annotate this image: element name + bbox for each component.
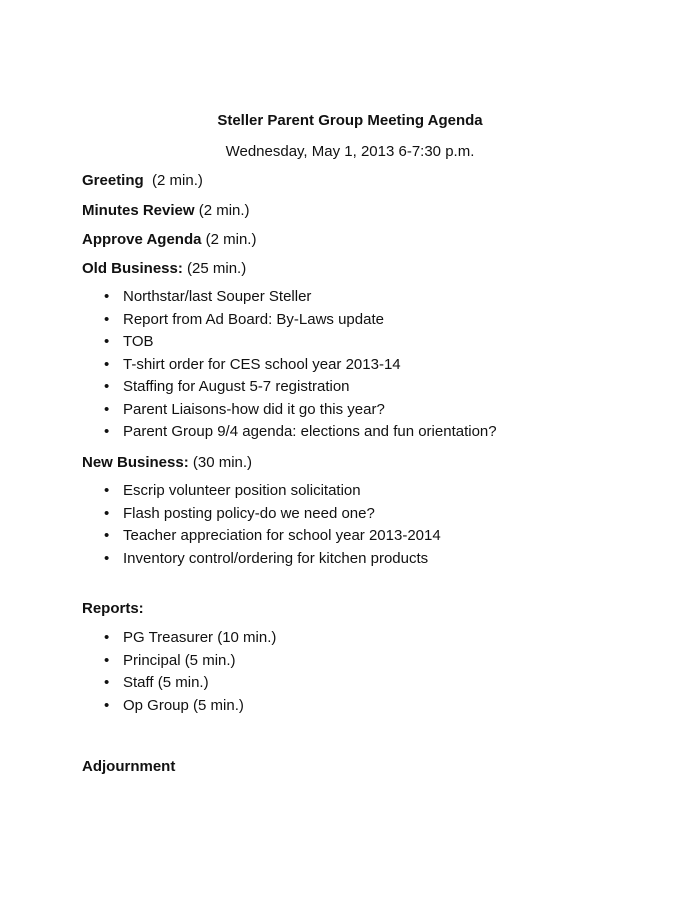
bullet-icon: • [104, 378, 110, 395]
bullet-icon: • [104, 629, 110, 646]
bullet-icon: • [104, 355, 110, 373]
new-business-heading: New Business: [82, 454, 189, 471]
list-item: • T-shirt order for CES school year 2013-14 [100, 354, 497, 377]
list-item: • Staff (5 min.) [100, 672, 276, 695]
reports-section [82, 600, 144, 617]
reports-list [100, 627, 276, 717]
greeting-time: (2 min.) [143, 172, 203, 189]
old-business-time: (25 min.) [182, 260, 247, 277]
new-business-list [100, 480, 441, 570]
bullet-icon: • [104, 333, 110, 350]
old-business-section [82, 260, 246, 277]
bullet-icon: • [104, 527, 110, 544]
bullet-icon: • [104, 674, 110, 691]
list-item: • Parent Group 9/4 agenda: elections and fun orientation? [100, 421, 497, 444]
adjournment-section [82, 758, 175, 775]
list-item: • Flash posting policy-do we need one? [100, 503, 441, 526]
list-item: • PG Treasurer (10 min.) [100, 627, 276, 650]
approve-agenda-heading: Approve Agenda [82, 231, 202, 248]
bullet-icon: • [104, 400, 110, 418]
list-item: • Principal (5 min.) [100, 650, 276, 673]
reports-heading: Reports: [82, 600, 144, 617]
bullet-icon: • [104, 310, 110, 328]
list-item: • Northstar/last Souper Steller [100, 286, 497, 309]
list-item: • Parent Liaisons-how did it go this year? [100, 399, 497, 422]
bullet-icon: • [104, 482, 110, 499]
list-item: • Op Group (5 min.) [100, 695, 276, 718]
greeting-heading: Greeting [82, 172, 144, 189]
bullet-icon: • [104, 549, 110, 567]
bullet-icon: • [104, 504, 110, 522]
old-business-heading: Old Business: [82, 260, 183, 277]
page-title: Steller Parent Group Meeting Agenda [217, 112, 483, 129]
approve-agenda-section [82, 231, 256, 248]
new-business-section [82, 454, 252, 471]
list-item: • TOB [100, 331, 497, 354]
bullet-icon: • [104, 696, 110, 714]
approve-agenda-time: (2 min.) [201, 231, 257, 248]
list-item: • Teacher appreciation for school year 2013-2014 [100, 525, 441, 548]
bullet-icon: • [104, 288, 110, 305]
list-item: • Staffing for August 5-7 registration [100, 376, 497, 399]
list-item: • Inventory control/ordering for kitchen products [100, 548, 441, 571]
bullet-icon: • [104, 651, 110, 669]
new-business-time: (30 min.) [188, 454, 253, 471]
minutes-review-section [82, 202, 250, 219]
minutes-review-time: (2 min.) [194, 202, 250, 219]
list-item: • Escrip volunteer position solicitation [100, 480, 441, 503]
list-item: • Report from Ad Board: By-Laws update [100, 309, 497, 332]
old-business-list [100, 286, 497, 444]
bullet-icon: • [104, 423, 110, 440]
greeting-section [82, 172, 203, 189]
minutes-review-heading: Minutes Review [82, 202, 195, 219]
adjournment-heading: Adjournment [82, 758, 176, 775]
meeting-date: Wednesday, May 1, 2013 6-7:30 p.m. [225, 143, 475, 160]
